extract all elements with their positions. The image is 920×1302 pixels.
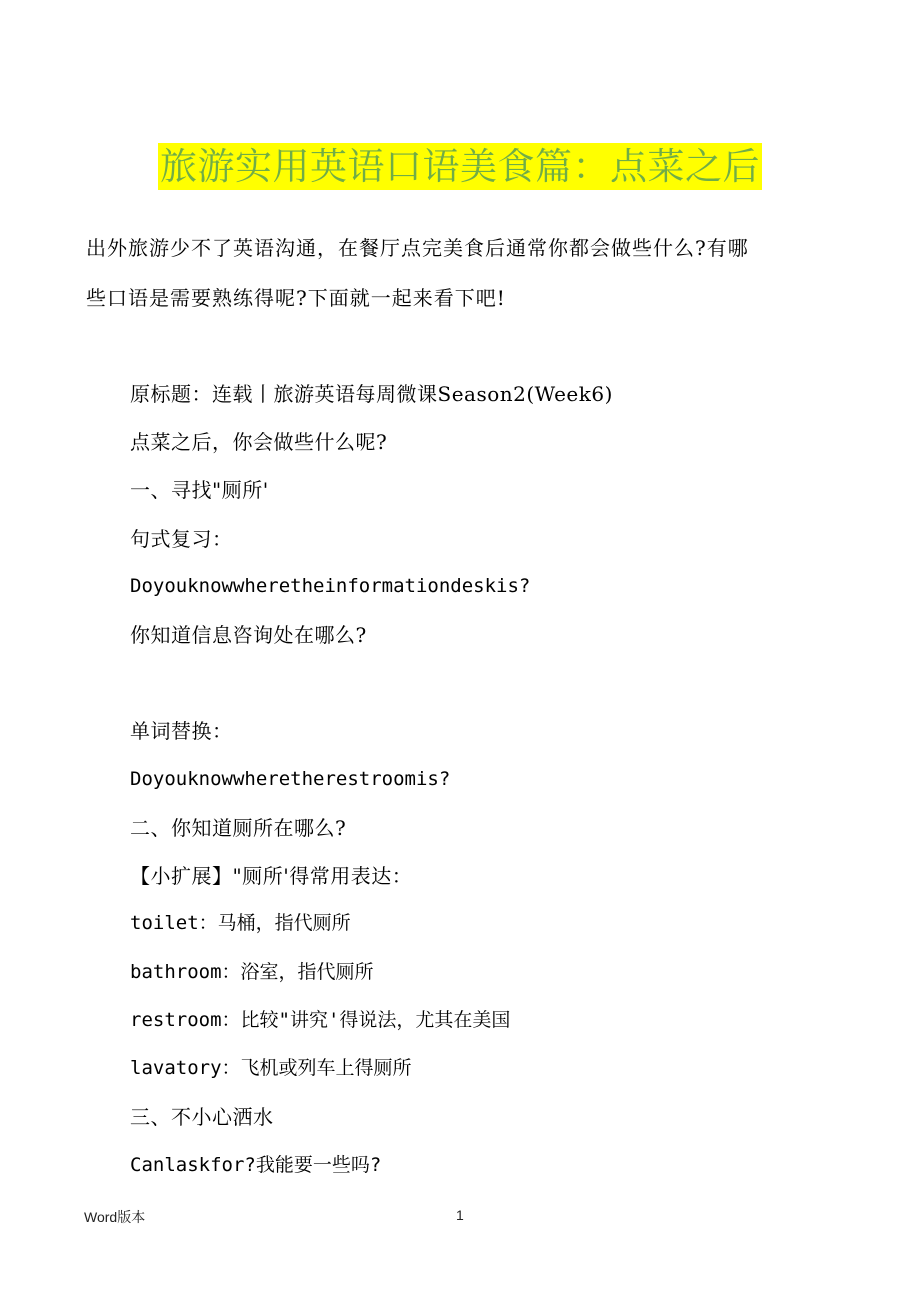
- section-1-heading: 一、寻找"厕所': [130, 478, 269, 502]
- word-replacement-label: 单词替换：: [130, 719, 233, 743]
- english-sentence-1: Doyouknowwheretheinformationdeskis?: [130, 575, 531, 597]
- footer-page-number: 1: [456, 1207, 464, 1223]
- english-sentence-2: Doyouknowwheretherestroomis?: [130, 768, 451, 790]
- title-container: [0, 143, 920, 190]
- footer-version-label: Word版本: [84, 1209, 146, 1225]
- vocab-restroom: restroom：比较"讲究'得说法，尤其在美国: [130, 1009, 511, 1031]
- pattern-review-label: 句式复习：: [130, 527, 233, 551]
- original-title-line: 原标题：连载丨旅游英语每周微课Season2(Week6): [130, 382, 613, 406]
- document-title: 旅游实用英语口语美食篇：点菜之后: [160, 145, 760, 188]
- question-line: 点菜之后，你会做些什么呢?: [130, 430, 388, 454]
- vocab-lavatory: lavatory：飞机或列车上得厕所: [130, 1057, 412, 1079]
- vocab-bathroom: bathroom：浴室，指代厕所: [130, 961, 374, 983]
- english-sentence-3: Canlaskfor?我能要一些吗?: [130, 1154, 382, 1176]
- intro-line-1: 出外旅游少不了英语沟通，在餐厅点完美食后通常你都会做些什么?有哪: [86, 236, 749, 260]
- section-2-heading: 二、你知道厕所在哪么?: [130, 816, 347, 840]
- chinese-translation-1: 你知道信息咨询处在哪么?: [130, 623, 367, 647]
- intro-line-2: 些口语是需要熟练得呢?下面就一起来看下吧!: [86, 286, 506, 310]
- section-3-heading: 三、不小心洒水: [130, 1105, 274, 1129]
- vocab-toilet: toilet：马桶，指代厕所: [130, 912, 351, 934]
- extension-heading: 【小扩展】"厕所'得常用表达：: [130, 864, 413, 888]
